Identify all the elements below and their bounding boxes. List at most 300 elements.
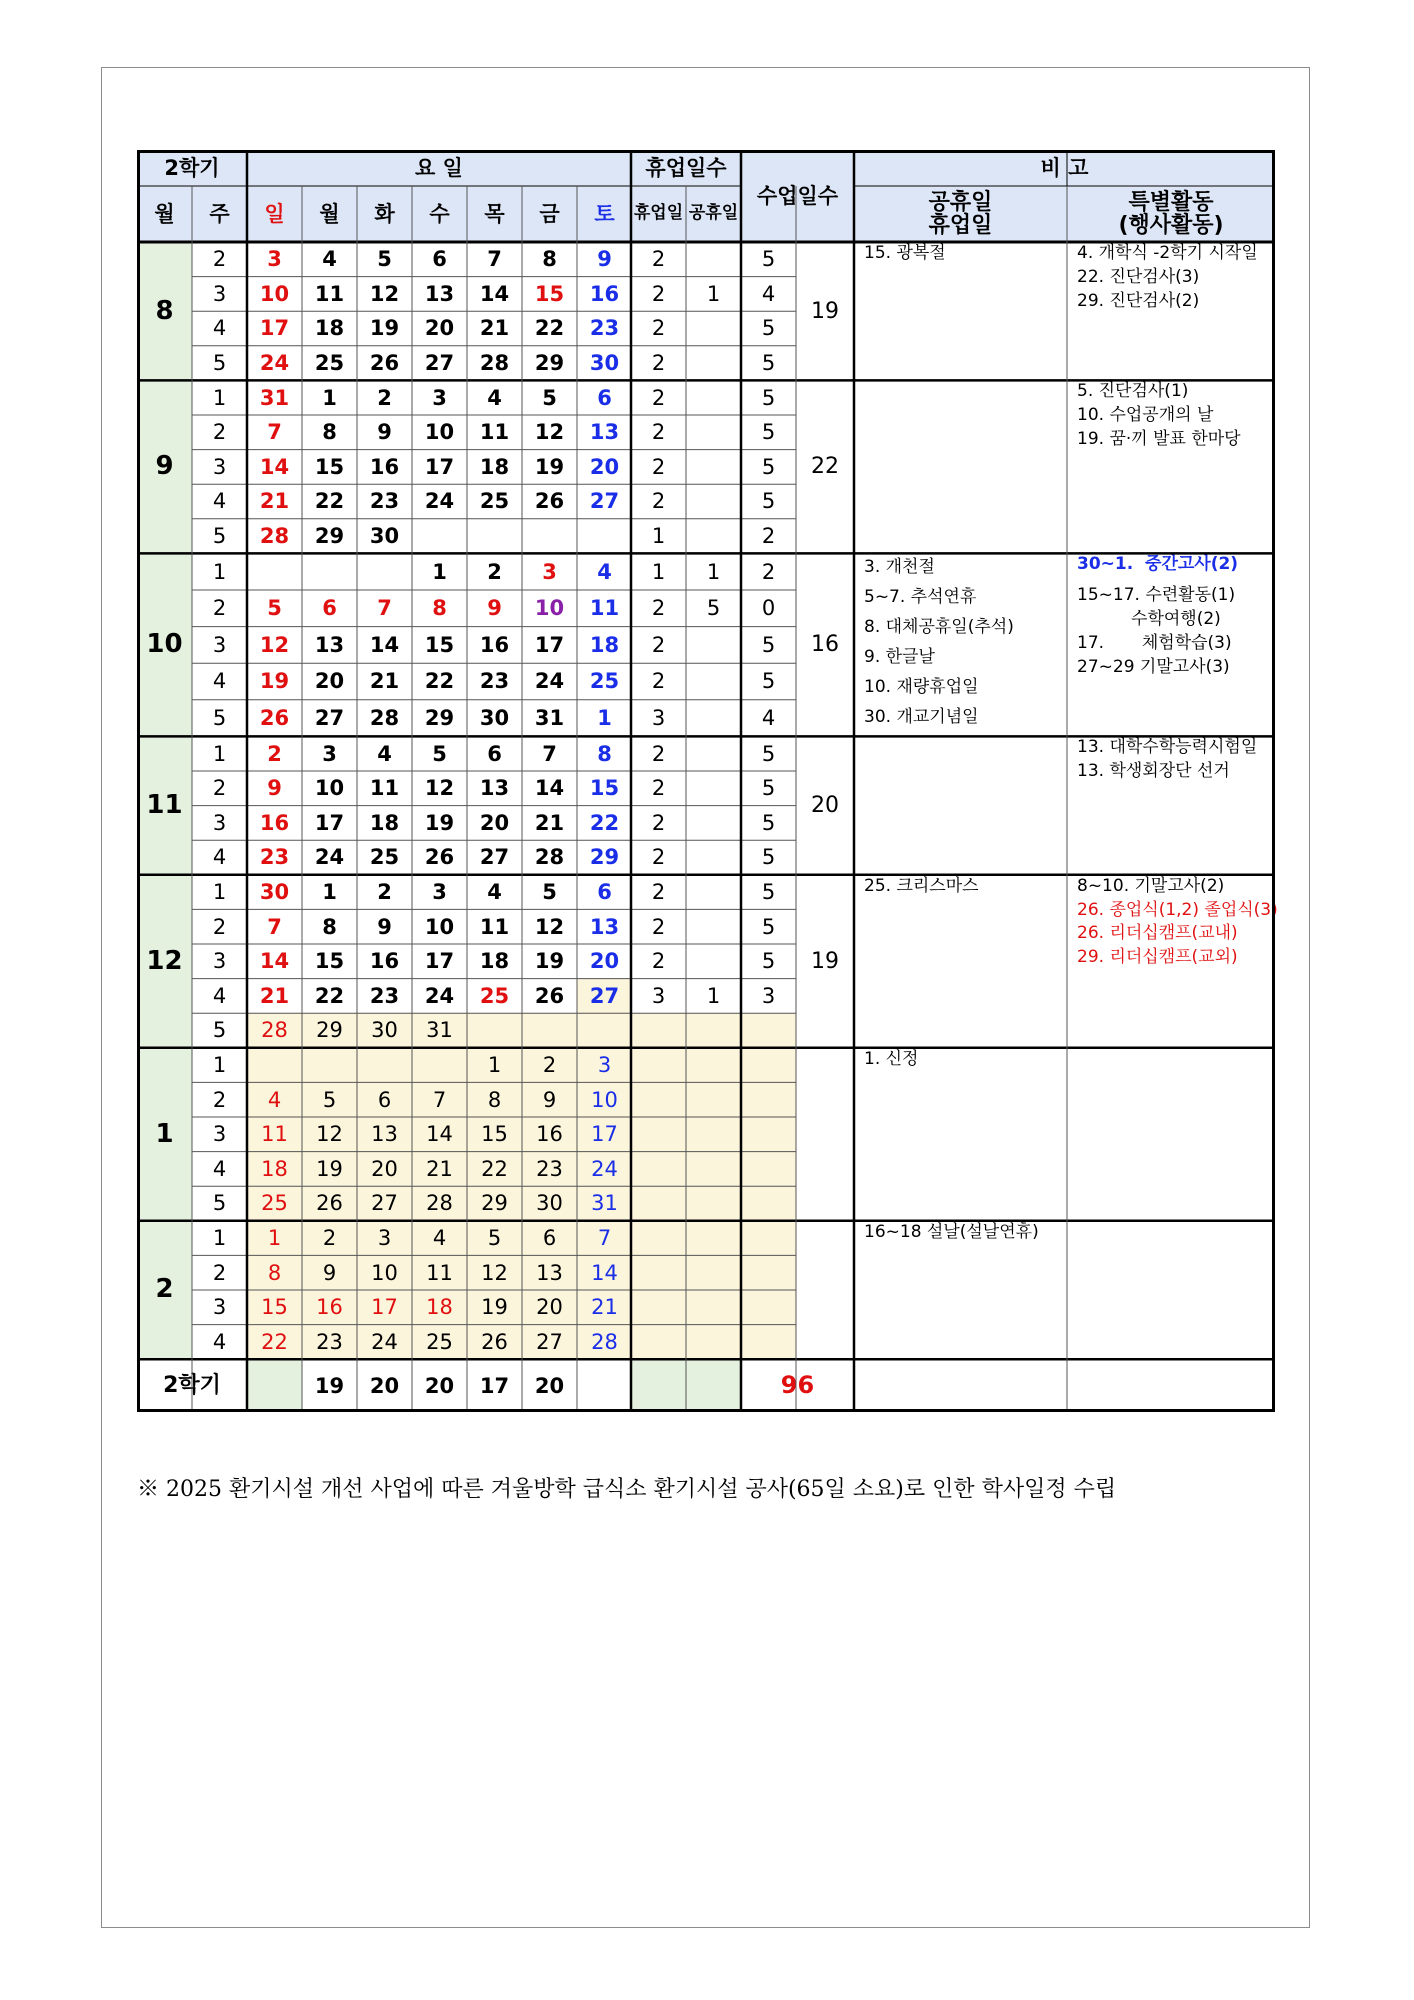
week-12-2: 2	[212, 914, 227, 939]
day-cell: 4	[487, 880, 502, 905]
day-cell: 27	[424, 351, 455, 376]
semester-calendar-table	[137, 150, 1278, 1412]
day-cell: 19	[534, 949, 565, 974]
day-cell: 17	[314, 810, 345, 835]
totals-day-4: 17	[479, 1373, 510, 1398]
day-cell: 15	[247, 1290, 302, 1325]
week-9-4: 4	[212, 489, 227, 514]
day-cell: 30	[369, 524, 400, 549]
day-cell: 19	[302, 1152, 357, 1187]
closure-count: 2	[651, 880, 666, 905]
day-cell: 24	[314, 845, 345, 870]
holiday-notes-8	[854, 242, 1067, 380]
month-2: 2	[137, 1221, 192, 1359]
day-cell	[577, 519, 632, 554]
day-cell: 19	[534, 454, 565, 479]
day-cell: 26	[369, 351, 400, 376]
day-cell: 14	[259, 454, 290, 479]
day-cell: 3	[322, 741, 337, 766]
event-note: 5. 진단검사(1)	[1077, 381, 1189, 402]
class-count	[741, 1255, 796, 1290]
totals-day-0	[247, 1359, 302, 1412]
day-cell: 5	[377, 247, 392, 272]
day-cell: 23	[479, 669, 510, 694]
day-cell	[522, 1013, 577, 1048]
holiday-header: 공휴일	[686, 186, 741, 242]
month-10: 10	[137, 553, 192, 736]
footnote: ※ 2025 환기시설 개선 사업에 따른 겨울방학 급식소 환기시설 공사(65일 소요)로 인한 학사일정 수립	[137, 1477, 1117, 1502]
holiday-count	[686, 1013, 741, 1048]
day-cell: 2	[377, 385, 392, 410]
closure-count: 2	[651, 669, 666, 694]
month-total-2	[796, 1221, 854, 1359]
event-note: 26. 리더십캠프(교내)	[1077, 923, 1238, 944]
class-count: 5	[761, 741, 776, 766]
day-cell: 19	[467, 1290, 522, 1325]
day-cell: 3	[577, 1048, 632, 1083]
day-cell: 19	[424, 810, 455, 835]
day-cell: 22	[467, 1152, 522, 1187]
day-cell: 24	[534, 669, 565, 694]
month-total-12: 19	[811, 948, 839, 974]
class-count: 5	[761, 776, 776, 801]
day-cell: 28	[577, 1325, 632, 1360]
day-cell: 22	[424, 669, 455, 694]
day-cell: 7	[412, 1082, 467, 1117]
week-8-3: 3	[212, 281, 227, 306]
class-count: 5	[761, 316, 776, 341]
closure-day-header: 휴업일	[631, 186, 686, 242]
day-cell: 5	[432, 741, 447, 766]
day-cell: 25	[479, 489, 510, 514]
day-cell: 11	[369, 776, 400, 801]
event-note: 26. 종업식(1,2) 졸업식(3)	[1077, 899, 1278, 920]
totals-day-1: 19	[314, 1373, 345, 1398]
day-cell: 30	[589, 351, 620, 376]
holiday-count	[686, 415, 741, 450]
day-cell: 13	[479, 776, 510, 801]
day-cell: 7	[542, 741, 557, 766]
closure-count: 2	[651, 596, 666, 621]
day-cell: 30	[479, 706, 510, 731]
day-cell: 21	[259, 489, 290, 514]
holiday-count	[686, 627, 741, 664]
class-count: 4	[761, 706, 776, 731]
holiday-note: 30. 개교기념일	[864, 706, 979, 727]
holiday-count	[686, 700, 741, 737]
closure-count: 2	[651, 949, 666, 974]
day-cell: 11	[479, 914, 510, 939]
weekday-header: 요 일	[247, 150, 631, 186]
day-cell: 9	[377, 420, 392, 445]
day-cell: 14	[534, 776, 565, 801]
day-cell: 17	[577, 1117, 632, 1152]
holiday-count	[686, 242, 741, 277]
event-note: 22. 진단검사(3)	[1077, 266, 1200, 287]
event-note: 13. 학생회장단 선거	[1077, 761, 1230, 782]
closure-count	[631, 1221, 686, 1256]
month-total-1	[796, 1048, 854, 1221]
day-cell: 15	[424, 632, 455, 657]
week-2-1: 1	[212, 1226, 227, 1251]
event-note: 30~1. 중간고사(2)	[1077, 554, 1239, 575]
day-cell: 6	[322, 596, 337, 621]
day-cell: 22	[534, 316, 565, 341]
week-8-2: 2	[212, 247, 227, 272]
day-cell: 23	[522, 1152, 577, 1187]
day-cell: 6	[487, 741, 502, 766]
totals-closure	[631, 1359, 686, 1412]
holiday-note: 16~18 설날(설날연휴)	[864, 1221, 1039, 1242]
day-cell: 16	[369, 454, 400, 479]
week-9-2: 2	[212, 420, 227, 445]
day-cell: 9	[522, 1082, 577, 1117]
event-notes-2	[1067, 1221, 1275, 1359]
holiday-count	[686, 663, 741, 700]
day-cell	[302, 1048, 357, 1083]
day-cell: 28	[412, 1186, 467, 1221]
day-cell: 25	[369, 845, 400, 870]
class-count: 5	[761, 247, 776, 272]
class-count: 5	[761, 669, 776, 694]
week-2-4: 4	[212, 1329, 227, 1354]
day-cell: 2	[377, 880, 392, 905]
day-cell: 14	[479, 281, 510, 306]
day-cell: 5	[542, 385, 557, 410]
day-cell: 16	[522, 1117, 577, 1152]
class-count: 4	[761, 281, 776, 306]
day-cell: 14	[577, 1255, 632, 1290]
closure-count	[631, 1186, 686, 1221]
month-8: 8	[137, 242, 192, 380]
day-cell: 31	[534, 706, 565, 731]
event-notes-10	[1067, 553, 1275, 736]
holiday-notes-1	[854, 1048, 1067, 1221]
day-cell: 30	[259, 880, 290, 905]
remarks-header: 비 고	[854, 150, 1275, 186]
day-cell: 12	[369, 281, 400, 306]
day-cell: 16	[302, 1290, 357, 1325]
week-1-5: 5	[212, 1191, 227, 1216]
day-cell: 26	[467, 1325, 522, 1360]
totals-day-5: 20	[534, 1373, 565, 1398]
class-count	[741, 1013, 796, 1048]
day-cell: 30	[357, 1013, 412, 1048]
holiday-notes-10	[854, 553, 1067, 736]
day-cell: 13	[522, 1255, 577, 1290]
holiday-count	[686, 736, 741, 771]
day-cell: 8	[432, 596, 447, 621]
day-cell: 20	[522, 1290, 577, 1325]
day-cell: 6	[597, 880, 612, 905]
week-1-3: 3	[212, 1122, 227, 1147]
day-cell: 6	[432, 247, 447, 272]
day-cell: 27	[479, 845, 510, 870]
day-cell: 25	[479, 983, 510, 1008]
week-11-1: 1	[212, 741, 227, 766]
closure-count: 3	[651, 983, 666, 1008]
day-cell: 4	[377, 741, 392, 766]
holiday-count	[686, 1221, 741, 1256]
day-cell	[522, 519, 577, 554]
totals-day-2: 20	[369, 1373, 400, 1398]
closure-count: 2	[651, 845, 666, 870]
semester-header: 2학기	[137, 150, 247, 186]
day-cell: 6	[597, 385, 612, 410]
class-count	[741, 1290, 796, 1325]
class-count: 3	[761, 983, 776, 1008]
day-cell: 24	[424, 489, 455, 514]
month-total-11: 20	[811, 793, 839, 819]
day-cell: 17	[534, 632, 565, 657]
day-cell: 12	[534, 420, 565, 445]
event-note: 13. 대학수학능력시험일	[1077, 737, 1258, 758]
week-10-3: 3	[212, 632, 227, 657]
closure-count: 2	[651, 632, 666, 657]
day-cell: 1	[322, 880, 337, 905]
week-11-4: 4	[212, 845, 227, 870]
day-header-4: 목	[467, 186, 522, 242]
day-cell: 29	[424, 706, 455, 731]
day-cell: 30	[522, 1186, 577, 1221]
holiday-count	[686, 1186, 741, 1221]
day-cell: 26	[259, 706, 290, 731]
day-cell: 7	[487, 247, 502, 272]
day-cell: 13	[424, 281, 455, 306]
day-cell: 12	[259, 632, 290, 657]
holiday-count	[686, 1048, 741, 1083]
day-cell: 15	[534, 281, 565, 306]
day-cell: 23	[369, 983, 400, 1008]
day-cell: 29	[314, 524, 345, 549]
event-note: 4. 개학식 -2학기 시작일	[1077, 243, 1258, 263]
day-cell: 7	[577, 1221, 632, 1256]
day-header-1: 월	[302, 186, 357, 242]
holiday-count	[686, 875, 741, 910]
week-2-2: 2	[212, 1260, 227, 1285]
month-11: 11	[137, 736, 192, 874]
class-count	[741, 1048, 796, 1083]
day-cell: 17	[259, 316, 290, 341]
day-cell: 16	[479, 632, 510, 657]
day-cell: 3	[357, 1221, 412, 1256]
month-total-8: 19	[811, 298, 839, 324]
day-cell: 7	[267, 914, 282, 939]
day-cell: 6	[522, 1221, 577, 1256]
day-cell: 27	[589, 489, 620, 514]
day-cell	[357, 1048, 412, 1083]
day-cell: 22	[314, 983, 345, 1008]
day-cell: 10	[424, 914, 455, 939]
week-10-2: 2	[212, 596, 227, 621]
holiday-count: 1	[706, 559, 721, 584]
week-9-3: 3	[212, 454, 227, 479]
day-cell: 18	[589, 632, 620, 657]
week-header: 주	[192, 186, 247, 242]
day-cell: 29	[589, 845, 620, 870]
day-cell: 27	[522, 1325, 577, 1360]
day-cell: 8	[322, 914, 337, 939]
day-cell: 13	[314, 632, 345, 657]
event-note: 15~17. 수련활동(1)	[1077, 585, 1236, 606]
closure-count	[631, 1152, 686, 1187]
day-cell: 15	[314, 949, 345, 974]
day-cell: 28	[534, 845, 565, 870]
closure-count: 2	[651, 316, 666, 341]
holiday-count	[686, 1082, 741, 1117]
holiday-count	[686, 1117, 741, 1152]
week-11-3: 3	[212, 810, 227, 835]
day-cell: 25	[314, 351, 345, 376]
day-cell: 18	[479, 454, 510, 479]
day-cell: 23	[259, 845, 290, 870]
day-cell: 28	[479, 351, 510, 376]
day-cell	[247, 1048, 302, 1083]
day-cell: 18	[369, 810, 400, 835]
day-cell: 12	[534, 914, 565, 939]
day-cell: 14	[412, 1117, 467, 1152]
day-cell: 7	[377, 596, 392, 621]
day-cell: 27	[357, 1186, 412, 1221]
class-days-header: 수업일수	[741, 150, 854, 242]
day-cell: 31	[577, 1186, 632, 1221]
class-count: 0	[761, 596, 776, 621]
day-cell: 18	[314, 316, 345, 341]
event-notes-9	[1067, 380, 1275, 553]
closure-count: 2	[651, 385, 666, 410]
day-cell: 21	[259, 983, 290, 1008]
day-cell: 8	[322, 420, 337, 445]
day-cell: 20	[589, 454, 620, 479]
day-cell: 28	[369, 706, 400, 731]
week-1-1: 1	[212, 1053, 227, 1078]
closure-count: 2	[651, 247, 666, 272]
totals-day-3: 20	[424, 1373, 455, 1398]
holiday-count	[686, 944, 741, 979]
day-cell: 3	[267, 247, 282, 272]
closure-count: 2	[651, 741, 666, 766]
week-12-4: 4	[212, 983, 227, 1008]
day-cell: 29	[534, 351, 565, 376]
day-cell: 23	[369, 489, 400, 514]
month-9: 9	[137, 380, 192, 553]
day-cell: 17	[424, 949, 455, 974]
class-count: 5	[761, 351, 776, 376]
day-cell: 1	[322, 385, 337, 410]
day-cell: 20	[424, 316, 455, 341]
day-cell: 12	[467, 1255, 522, 1290]
day-cell: 12	[424, 776, 455, 801]
day-cell: 20	[357, 1152, 412, 1187]
day-cell: 3	[432, 385, 447, 410]
event-note: 29. 리더십캠프(교외)	[1077, 947, 1238, 968]
week-1-4: 4	[212, 1156, 227, 1181]
day-cell	[302, 553, 357, 590]
day-cell: 1	[597, 706, 612, 731]
day-cell: 5	[302, 1082, 357, 1117]
day-cell: 26	[534, 983, 565, 1008]
class-count: 5	[761, 949, 776, 974]
day-cell: 21	[577, 1290, 632, 1325]
day-cell: 22	[314, 489, 345, 514]
week-9-1: 1	[212, 385, 227, 410]
day-cell: 13	[357, 1117, 412, 1152]
closure-count	[631, 1255, 686, 1290]
day-cell: 29	[302, 1013, 357, 1048]
month-total-9: 22	[811, 454, 839, 480]
day-cell	[412, 519, 467, 554]
day-cell: 9	[302, 1255, 357, 1290]
holiday-count	[686, 519, 741, 554]
day-header-2: 화	[357, 186, 412, 242]
day-cell: 17	[357, 1290, 412, 1325]
day-cell	[577, 1013, 632, 1048]
month-total-10: 16	[811, 632, 839, 658]
day-cell: 10	[534, 596, 565, 621]
day-cell: 8	[467, 1082, 522, 1117]
day-cell: 28	[259, 524, 290, 549]
holiday-count	[686, 771, 741, 806]
day-cell: 2	[487, 559, 502, 584]
remarks-holidays-header: 공휴일 휴업일	[854, 186, 1067, 242]
closure-count: 2	[651, 420, 666, 445]
week-9-5: 5	[212, 524, 227, 549]
day-cell: 16	[259, 810, 290, 835]
day-cell: 22	[589, 810, 620, 835]
closure-count	[631, 1290, 686, 1325]
class-count	[741, 1152, 796, 1187]
day-cell: 16	[369, 949, 400, 974]
week-8-5: 5	[212, 351, 227, 376]
day-cell	[467, 519, 522, 554]
closure-count: 2	[651, 776, 666, 801]
day-cell: 3	[432, 880, 447, 905]
holiday-notes-12	[854, 875, 1067, 1048]
class-count	[741, 1082, 796, 1117]
day-cell: 10	[357, 1255, 412, 1290]
week-12-3: 3	[212, 949, 227, 974]
day-cell: 26	[302, 1186, 357, 1221]
holiday-note: 5~7. 추석연휴	[864, 587, 977, 608]
totals-grand: 96	[780, 1370, 815, 1399]
holiday-note: 9. 한글날	[864, 646, 935, 667]
holiday-count	[686, 380, 741, 415]
holiday-count	[686, 450, 741, 485]
day-cell: 23	[589, 316, 620, 341]
day-cell: 27	[577, 979, 632, 1014]
event-notes-12	[1067, 875, 1278, 1048]
day-cell: 1	[247, 1221, 302, 1256]
event-note: 17. 체험학습(3)	[1077, 632, 1232, 653]
closure-count: 2	[651, 351, 666, 376]
week-10-4: 4	[212, 669, 227, 694]
day-cell: 18	[479, 949, 510, 974]
event-notes-8	[1067, 242, 1275, 380]
totals-remark-1	[854, 1359, 1067, 1412]
event-note: 29. 진단검사(2)	[1077, 290, 1200, 311]
day-cell: 9	[487, 596, 502, 621]
holiday-count: 1	[706, 983, 721, 1008]
day-cell: 10	[259, 281, 290, 306]
day-cell: 9	[597, 247, 612, 272]
day-cell: 4	[247, 1082, 302, 1117]
day-cell: 10	[314, 776, 345, 801]
holiday-note: 3. 개천절	[864, 557, 935, 578]
day-cell: 4	[322, 247, 337, 272]
day-cell: 13	[589, 914, 620, 939]
event-notes-11	[1067, 736, 1275, 874]
day-cell	[467, 1013, 522, 1048]
